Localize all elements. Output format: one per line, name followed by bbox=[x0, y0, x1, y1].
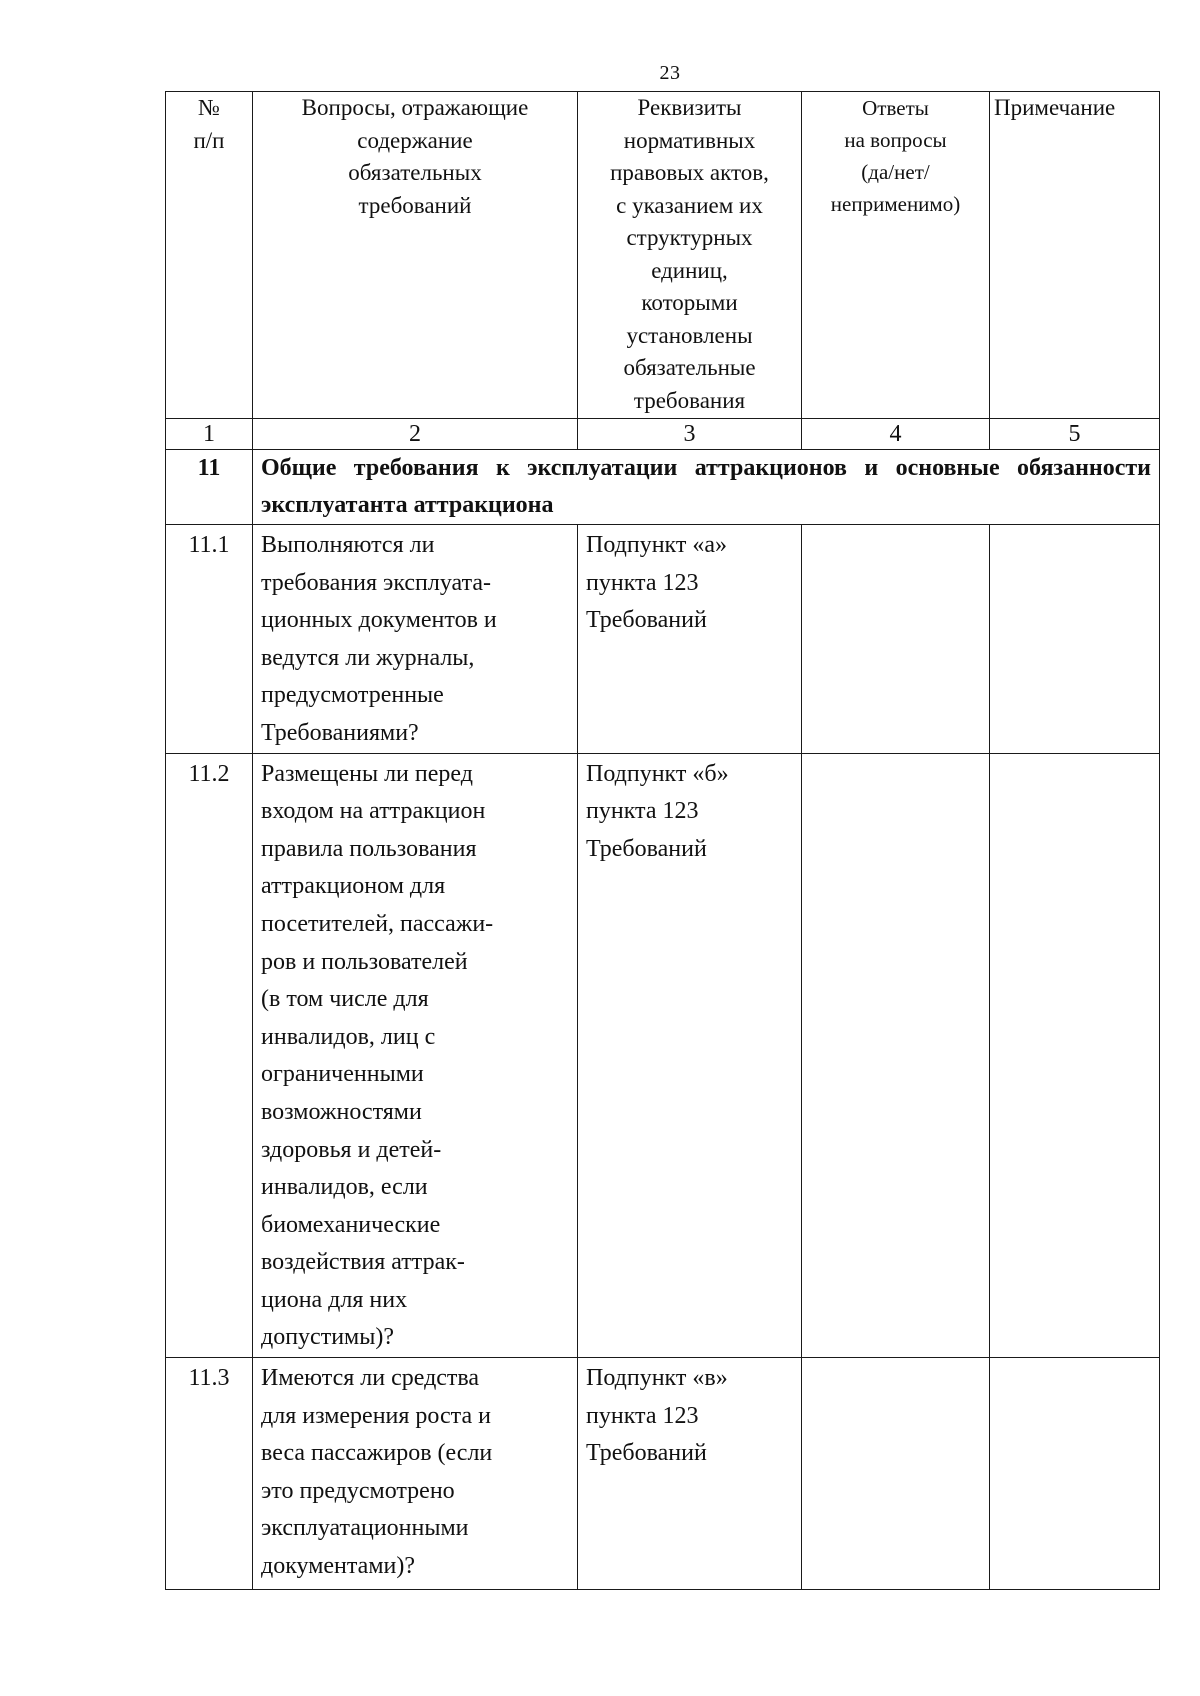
header-row bbox=[166, 92, 1160, 419]
row-note bbox=[990, 525, 1160, 754]
column-number: 5 bbox=[990, 419, 1160, 450]
section-row bbox=[166, 450, 1160, 525]
table-row bbox=[166, 525, 1160, 754]
section-title: Общие требования к эксплуатации аттракционов и основные обязанности эксплуатанта аттракциона bbox=[253, 450, 1160, 525]
table-row bbox=[166, 1358, 1160, 1590]
column-number: 2 bbox=[253, 419, 578, 450]
row-number: 11.1 bbox=[166, 525, 253, 754]
column-number: 4 bbox=[802, 419, 990, 450]
checklist-table bbox=[165, 91, 1160, 1590]
row-answer bbox=[802, 1358, 990, 1590]
section-number: 11 bbox=[166, 450, 253, 525]
row-reference: Подпункт «б» пункта 123 Требований bbox=[578, 753, 802, 1358]
row-answer bbox=[802, 525, 990, 754]
row-answer bbox=[802, 753, 990, 1358]
row-reference: Подпункт «а» пункта 123 Требований bbox=[578, 525, 802, 754]
row-reference: Подпункт «в» пункта 123 Требований bbox=[578, 1358, 802, 1590]
row-number: 11.3 bbox=[166, 1358, 253, 1590]
column-number: 1 bbox=[166, 419, 253, 450]
row-note bbox=[990, 1358, 1160, 1590]
column-number: 3 bbox=[578, 419, 802, 450]
header-requisites: Реквизиты нормативных правовых актов, с указанием их структурных единиц, которыми установлены обязательные требования bbox=[578, 92, 802, 419]
header-questions: Вопросы, отражающие содержание обязательных требований bbox=[253, 92, 578, 419]
header-note: Примечание bbox=[990, 92, 1160, 419]
column-number-row bbox=[166, 419, 1160, 450]
table-row bbox=[166, 753, 1160, 1358]
header-answers: Ответы на вопросы (да/нет/ неприменимо) bbox=[802, 92, 990, 419]
row-question: Размещены ли перед входом на аттракцион правила пользования аттракционом для посетителей, пассажи- ров и пользователей (в том числе для инвалидов, лиц с ограниченными возможностями здоровья и детей- инвалидов, если биомеханические воздействия аттрак- циона для них допустимы)? bbox=[253, 753, 578, 1358]
row-number: 11.2 bbox=[166, 753, 253, 1358]
header-number: № п/п bbox=[166, 92, 253, 419]
row-question: Выполняются ли требования эксплуата- ционных документов и ведутся ли журналы, предусмотренные Требованиями? bbox=[253, 525, 578, 754]
page-number: 23 bbox=[659, 62, 681, 84]
row-question: Имеются ли средства для измерения роста и веса пассажиров (если это предусмотрено эксплуатационными документами)? bbox=[253, 1358, 578, 1590]
row-note bbox=[990, 753, 1160, 1358]
